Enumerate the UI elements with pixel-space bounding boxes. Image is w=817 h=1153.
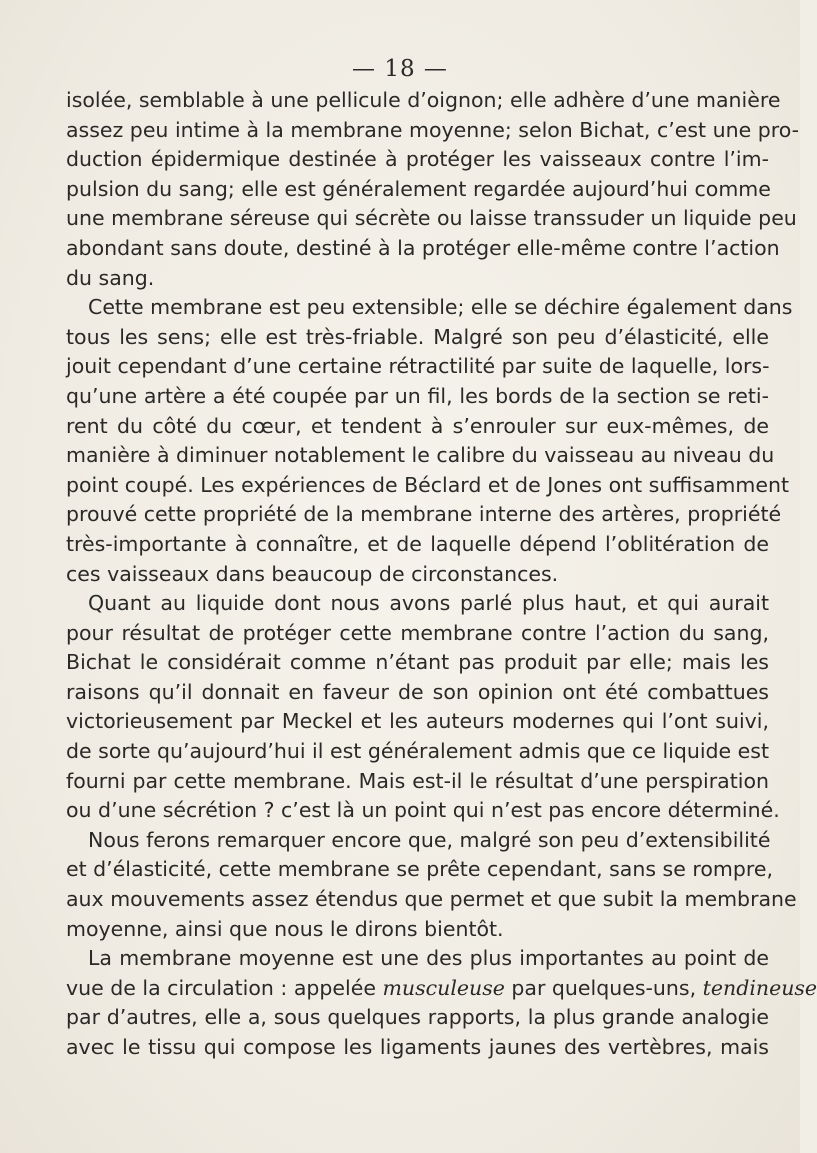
text-line: fourni par cette membrane. Mais est-il le résultat d’une perspiration (66, 768, 769, 793)
text-line: Bichat le considérait comme n’étant pas produit par elle; mais les (66, 650, 769, 675)
text-line: de sorte qu’aujourd’hui il est généralement admis que ce liquide est (66, 739, 770, 764)
text-line: très-importante à connaître, et de laquelle dépend l’oblitération de (66, 531, 769, 556)
text-line: jouit cependant d’une certaine rétractilité par suite de laquelle, lors- (66, 354, 770, 379)
text-line: La membrane moyenne est une des plus importantes au point de (88, 946, 769, 971)
text-line: qu’une artère a été coupée par un fil, les bords de la section se reti- (66, 383, 769, 408)
text-line: tous les sens; elle est très-friable. Malgré son peu d’élasticité, elle (66, 324, 769, 349)
body-text (66, 86, 817, 1063)
text-line: rent du côté du cœur, et tendent à s’enrouler sur eux-mêmes, de (66, 413, 769, 438)
text-line: pour résultat de protéger cette membrane contre l’action du sang, (66, 620, 769, 645)
text-segment: vue de la circulation : appelée (66, 975, 383, 1000)
text-line: moyenne, ainsi que nous le dirons bientôt. (66, 916, 504, 941)
text-line: assez peu intime à la membrane moyenne; selon Bichat, c’est une pro- (66, 117, 800, 142)
text-line: une membrane séreuse qui sécrète ou laisse transsuder un liquide peu (66, 206, 797, 231)
text-line: du sang. (66, 265, 155, 290)
text-line: isolée, semblable à une pellicule d’oignon; elle adhère d’une manière (66, 88, 781, 112)
text-line: par d’autres, elle a, sous quelques rapports, la plus grande analogie (66, 1005, 769, 1030)
emphasis-term: tendineuse (702, 975, 817, 1000)
text-line: pulsion du sang; elle est généralement regardée aujourd’hui comme (66, 176, 771, 201)
text-line: avec le tissu qui compose les ligaments jaunes des vertèbres, mais (66, 1035, 769, 1059)
emphasis-term: musculeuse (382, 975, 505, 1000)
text-line: duction épidermique destinée à protéger les vaisseaux contre l’im- (66, 147, 769, 172)
text-line-with-emphasis (66, 974, 817, 1004)
text-line: Nous ferons remarquer encore que, malgré son peu d’extensibilité (88, 827, 771, 852)
text-line: et d’élasticité, cette membrane se prête cependant, sans se rompre, (66, 857, 773, 882)
text-line: ou d’une sécrétion ? c’est là un point qui n’est pas encore déterminé. (66, 798, 780, 823)
text-line: manière à diminuer notablement le calibre du vaisseau au niveau du (66, 443, 775, 468)
page-number: — 18 — (352, 56, 448, 82)
text-line: prouvé cette propriété de la membrane interne des artères, propriété (66, 502, 782, 527)
text-line: raisons qu’il donnait en faveur de son opinion ont été combattues (66, 679, 769, 704)
text-line: ces vaisseaux dans beaucoup de circonstances. (66, 561, 559, 586)
text-line: victorieusement par Meckel et les auteurs modernes qui l’ont suivi, (66, 709, 769, 734)
text-line: point coupé. Les expériences de Béclard et de Jones ont suffisamment (66, 472, 789, 497)
text-line: abondant sans doute, destiné à la protéger elle-même contre l’action (66, 235, 780, 260)
text-line: aux mouvements assez étendus que permet et que subit la membrane (66, 887, 797, 912)
text-line: Quant au liquide dont nous avons parlé plus haut, et qui aurait (88, 591, 769, 616)
text-segment: par quelques-uns, (504, 975, 703, 1000)
text-line: Cette membrane est peu extensible; elle se déchire également dans (88, 295, 793, 320)
